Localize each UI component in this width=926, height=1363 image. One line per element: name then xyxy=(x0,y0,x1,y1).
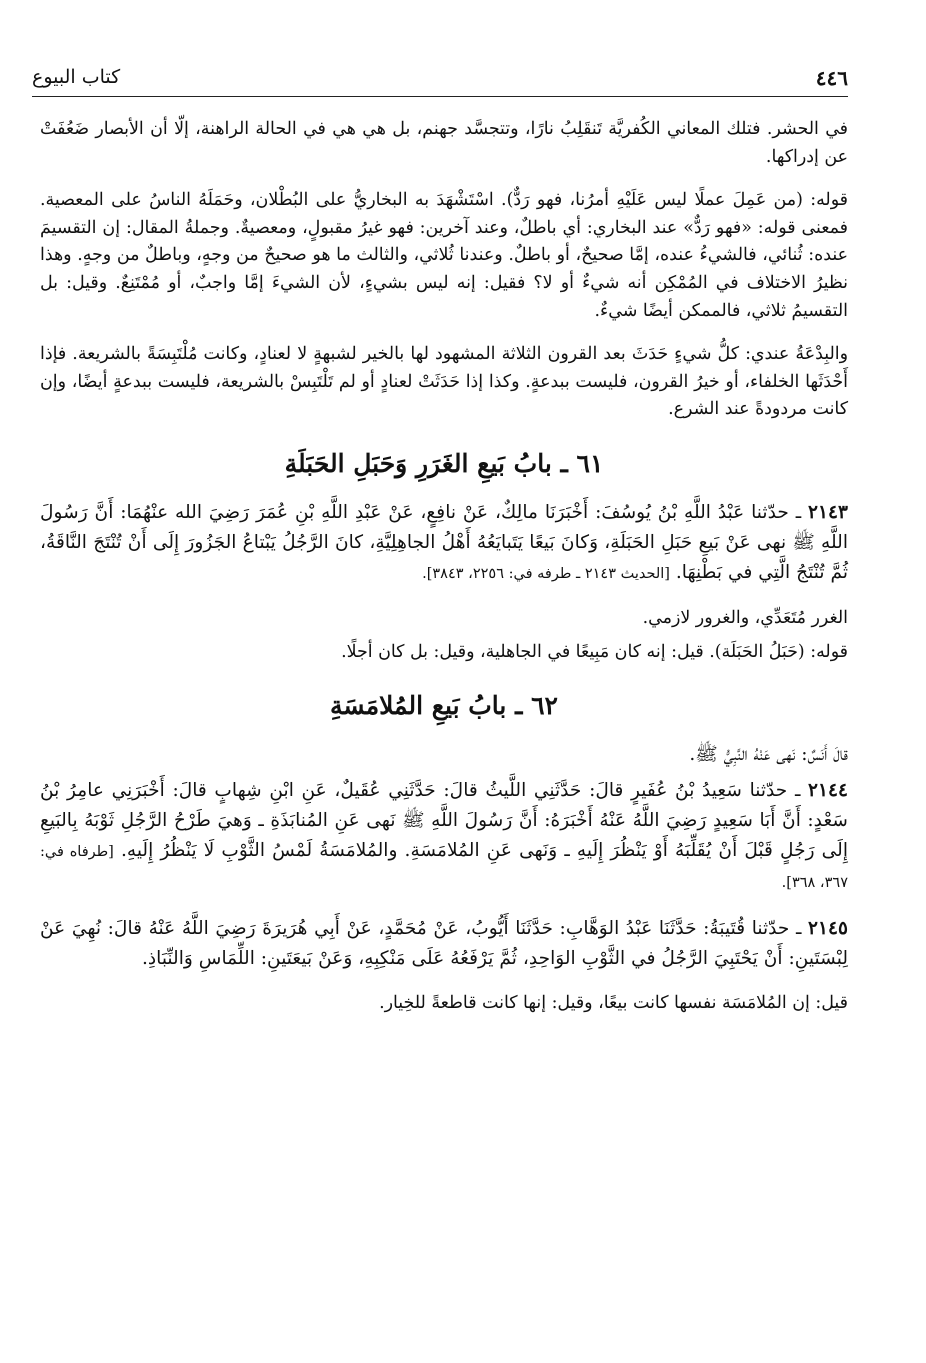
hadith-number: ٢١٤٣ xyxy=(808,501,848,523)
chapter-heading-62: ٦٢ ـ بابُ بَيعِ المُلامَسَةِ xyxy=(330,691,558,721)
hadith-2145 xyxy=(40,914,848,974)
hadith-2143 xyxy=(40,498,848,589)
page-body xyxy=(40,116,848,1034)
chapter-intro: قالَ أَنَسٌ: نَهى عَنْهُ النَّبِيُّ ﷺ. xyxy=(689,744,848,766)
chapter-heading-61: ٦١ ـ بابُ بَيعِ الغَرَرِ وَحَبَلِ الحَبَلَةِ xyxy=(284,448,604,478)
running-title: كتاب البيوع xyxy=(32,66,121,88)
commentary-paragraph: والبِدْعَةُ عندي: كلُّ شيءٍ حَدَثَ بعد القرون الثلاثة المشهود لها بالخير لشبهةٍ لا لعنادٍ، وكانت مُلْتَبِسَةً بالشريعة. فإذا أَحْدَثَها الخلفاء، أو خيرُ القرون، فليست ببدعةٍ. وكذا إذا حَدَثَتْ لعنادٍ أو لم تَلْتَبِسْ بالشريعة، فليست ببدعةٍ أيضًا، وإن كانت مردودةً عند الشرع. xyxy=(40,344,848,420)
hadith-reference: [طرفاه في: ٣٦٧، ٣٦٨]. xyxy=(40,844,848,892)
hadith-number: ٢١٤٥ xyxy=(808,918,848,940)
hadith-number: ٢١٤٤ xyxy=(808,780,848,802)
commentary-paragraph: قوله: (حَبَلُ الحَبَلَة). قيل: إنه كان مَبِيعًا في الجاهلية، وقيل: بل كان أجلًا. xyxy=(341,641,848,662)
commentary-paragraph: قوله: (من عَمِلَ عملًا ليس عَلَيْهِ أمرُنا، فهو رَدٌّ). اسْتَشْهَدَ به البخاريُّ على البُطْلان، وحَمَلَهُ الناسُ على المعصية. فمعنى قوله: «فهو رَدٌّ» عند البخاري: أي باطلٌ، وعند آخرين: فهو غيرُ مقبولٍ، ومعصيةٌ. وجملةُ المقال: إن التقسيمَ عنده: ثُنائي، فالشيءُ عنده، إمَّا صحيحٌ، أو باطلٌ. وعندنا ثُلاثي، والثالث ما هو صحيحٌ من وجهٍ، وباطلٌ من وجهٍ. وهذا نظيرُ الاختلاف في المُمْكِن أنه شيءٌ أو لا؟ فقيل: إنه ليس بشيءٍ، لأن الشيءَ إمَّا واجبٌ، أو مُمْتَنِعٌ. وقيل: بل التقسيمُ ثلاثي، فالممكن أيضًا شيءٌ. xyxy=(40,190,848,321)
page-header xyxy=(32,62,848,97)
commentary-paragraph: قيل: إن المُلامَسَة نفسها كانت بيعًا، وقيل: إنها كانت قاطعةً للخِيار. xyxy=(379,993,848,1014)
hadith-text: ـ حدّثنا قُتَيبَةُ: حَدَّثَنَا عَبْدُ الوَهَّابِ: حَدَّثَنَا أَيُّوبُ، عَنْ مُحَمَّدٍ، عَنْ أَبِي هُرَيرَةَ رَضِيَ اللَّهُ عَنْهُ قالَ: نُهِيَ عَنْ لِبْسَتَينِ: أَنْ يَحْتَبِيَ الرَّجُلُ في الثَّوْبِ الوَاحِدِ، ثُمَّ يَرْفَعُهُ عَلَى مَنْكِبِهِ، وَعَنْ بَيعَتَينِ: اللِّمَاسِ وَالنِّبَاذِ. xyxy=(40,918,848,970)
hadith-text: ـ حدّثنا عَبْدُ اللَّهِ بْنُ يُوسُفَ: أَخْبَرَنَا مالِكٌ، عَنْ نافِعٍ، عَنْ عَبْدِ اللَّهِ بْنِ عُمَرَ رَضِيَ الله عنْهُمَا: أَنَّ رَسُولَ اللَّهِ ﷺ نهى عَنْ بَيعِ حَبَلِ الحَبَلَةِ، وَكانَ بَيعًا يَتَبايَعُهُ أَهْلُ الجاهِلِيَّةِ، كانَ الرَّجُلُ يَبْتاعُ الجَزُورَ إِلَى أَنْ تُنْتَجَ النَّاقَةُ، ثُمَّ تُنْتَجُ الَّتِي في بَطْنِهَا. xyxy=(40,501,848,583)
commentary-paragraph: في الحشر. فتلك المعاني الكُفريَّة تَنقَلِبُ نارًا، وتتجسَّد جهنم، بل هي هي في الحالة الراهنة، إلّا أن الأبصار ضَعُفَتْ عن إدراكها. xyxy=(40,119,848,167)
hadith-text: ـ حدّثنا سَعِيدُ بْنُ عُفَيرٍ قالَ: حَدَّثَنِي اللَّيثُ قالَ: حَدَّثَنِي عُقَيلٌ، عَنِ ابْنِ شِهابٍ قالَ: أَخْبَرَنِي عامِرُ بْنُ سَعْدٍ: أَنَّ أَبَا سَعِيدٍ رَضِيَ اللَّهُ عَنْهُ أَخْبَرَهُ: أَنَّ رَسُولَ اللَّهِ ﷺ نَهى عَنِ المُنابَذَةِ ـ وَهيَ طَرْحُ الرَّجُلِ ثَوْبَهُ بِالبَيعِ إِلَى رَجُلٍ قَبْلَ أَنْ يُقَلِّبَهُ أَوْ يَنْظُرَ إِلَيهِ ـ وَنَهى عَنِ المُلامَسَةِ. والمُلامَسَةُ لَمْسُ الثَّوْبِ لَا يَنْظُرُ إِلَيهِ. xyxy=(40,780,848,862)
hadith-reference: [الحديث ٢١٤٣ ـ طرفه في: ٢٢٥٦، ٣٨٤٣]. xyxy=(422,565,670,582)
commentary-paragraph: الغرر مُتَعَدِّي، والغرور لازمي. xyxy=(642,607,848,628)
page-number: ٤٤٦ xyxy=(815,66,848,90)
hadith-2144 xyxy=(40,776,848,898)
